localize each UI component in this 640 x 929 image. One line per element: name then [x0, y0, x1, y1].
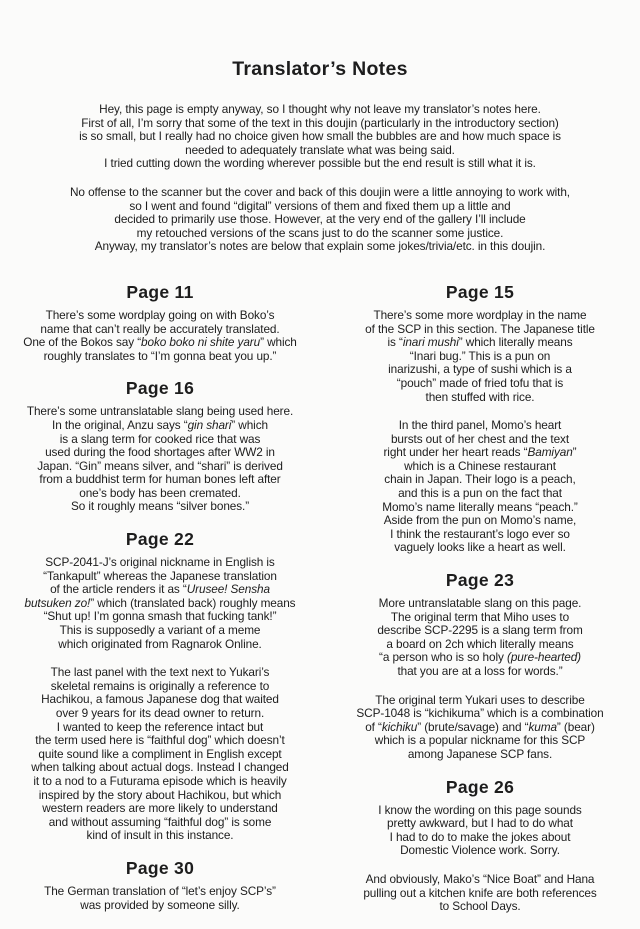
text-line: There’s some more wordplay in the name: [373, 307, 587, 322]
section-heading: Page 30: [125, 857, 195, 878]
text-line: Hey, this page is empty anyway, so I thought why not leave my translator’s notes here.: [99, 102, 541, 116]
section-paragraph: [0, 885, 320, 912]
text-line: butsuken zo!” which (translated back) roughly means: [24, 595, 296, 610]
text-line: inspired by the story about Hachikou, but which: [38, 787, 282, 802]
text-line: “Tankapult” whereas the Japanese translation: [43, 568, 277, 583]
text-line: I had to do to make the jokes about: [389, 829, 571, 844]
text-line: the term used here is “faithful dog” which doesn’t: [35, 733, 285, 748]
text-line: is “inari mushi” which literally means: [387, 335, 573, 350]
text-line: that you are at a loss for words.”: [397, 664, 563, 678]
section-page-15: [320, 282, 640, 555]
section-page-23: [320, 570, 640, 762]
text-line: which is a Chinese restaurant: [404, 458, 556, 473]
text-line: There’s some untranslatable slang being used here.: [26, 404, 294, 419]
section-heading: Page 11: [126, 281, 194, 302]
text-line: a board on 2ch which literally means: [386, 636, 574, 651]
text-line: chain in Japan. Their logo is a peach,: [384, 472, 576, 487]
text-line: I know the wording on this page sounds: [378, 802, 582, 817]
text-line: my retouched versions of the scans just to do the scanner some justice.: [136, 225, 504, 240]
text-line: No offense to the scanner but the cover and back of this doujin were a little annoying to work with,: [70, 184, 570, 199]
page-title: Translator’s Notes: [232, 58, 408, 80]
section-paragraph: [320, 694, 640, 762]
text-line: Aside from the pun on Momo’s name,: [383, 513, 577, 528]
text-line: First of all, I’m sorry that some of the text in this doujin (particularly in the introductory section): [81, 115, 559, 130]
text-line: Hachikou, a famous Japanese dog that waited: [41, 692, 279, 707]
text-line: I think the restaurant’s logo ever so: [390, 526, 570, 541]
text-line: So it roughly means “silver bones.”: [70, 499, 250, 514]
text-line: kind of insult in this instance.: [86, 828, 234, 843]
section-heading: Page 16: [125, 378, 195, 399]
text-line: over 9 years for its dead owner to return.: [55, 706, 265, 720]
text-line: among Japanese SCP fans.: [407, 746, 553, 761]
section-heading: Page 22: [125, 529, 195, 550]
section-page-11: [0, 282, 320, 363]
text-line: is so small, but I really had no choice given how small the bubbles are and how much space is: [79, 129, 561, 144]
section-heading: Page 15: [445, 281, 515, 302]
text-line: of the article renders it as “Urusee! Sensha: [50, 582, 270, 597]
text-line: roughly translates to “I’m gonna beat you up.”: [43, 348, 277, 363]
text-line: Momo’s name literally means “peach.”: [382, 499, 578, 514]
section-paragraph: [320, 309, 640, 404]
text-line: More untranslatable slang on this page.: [378, 596, 582, 611]
text-line: describe SCP-2295 is a slang term from: [377, 623, 583, 638]
text-line: which originated from Ragnarok Online.: [58, 636, 262, 651]
section-heading: Page 23: [445, 570, 515, 591]
section-paragraph: [320, 419, 640, 555]
text-line: “Shut up! I’m gonna smash that fucking tank!”: [43, 609, 277, 624]
text-line: was provided by someone silly.: [80, 897, 240, 912]
text-line: SCP-2041-J’s original nickname in English is: [45, 555, 275, 570]
text-line: pretty awkward, but I had to do what: [387, 816, 573, 831]
text-line: from a buddhist term for human bones left after: [39, 472, 281, 487]
intro-paragraph-1: [0, 103, 640, 171]
intro-paragraph-2: [0, 186, 640, 254]
text-line: I tried cutting down the wording wherever possible but the end result is still what it is.: [104, 156, 536, 171]
section-page-26: [320, 777, 640, 914]
text-line: to School Days.: [439, 899, 521, 914]
left-column: [0, 269, 320, 929]
text-line: This is supposedly a variant of a meme: [59, 623, 261, 638]
section-page-16: [0, 378, 320, 514]
text-line: And obviously, Mako’s “Nice Boat” and Hana: [365, 871, 595, 886]
text-line: One of the Bokos say “boko boko ni shite yaru” which: [23, 335, 297, 350]
section-heading: Page 26: [445, 776, 515, 797]
notes-columns: [0, 269, 640, 929]
text-line: “Inari bug.” This is a pun on: [409, 348, 551, 363]
text-line: “pouch” made of fried tofu that is: [396, 375, 564, 390]
text-line: and without assuming “faithful dog” is some: [48, 814, 272, 829]
text-line: needed to adequately translate what was being said.: [185, 142, 455, 157]
section-paragraph: [320, 804, 640, 858]
text-line: The last panel with the text next to Yukari’s: [50, 665, 270, 680]
section-paragraph: [320, 873, 640, 914]
text-line: of “kichiku” (brute/savage) and “kuma” (bear): [365, 719, 595, 734]
section-paragraph: [0, 556, 320, 651]
text-line: pulling out a kitchen knife are both references: [363, 885, 597, 900]
text-line: right under her heart reads “Bamiyan”: [383, 445, 577, 460]
text-line: so I went and found “digital” versions of them and fixed them up a little and: [129, 198, 511, 213]
text-line: one’s body has been cremated.: [79, 485, 241, 500]
text-line: vaguely looks like a heart as well.: [394, 540, 566, 555]
text-line: The original term that Miho uses to: [390, 609, 570, 624]
text-line: “a person who is so holy (pure-hearted): [378, 650, 581, 665]
text-line: SCP-1048 is “kichikuma” which is a combination: [356, 706, 604, 721]
section-paragraph: [0, 666, 320, 843]
text-line: which is a popular nickname for this SCP: [374, 733, 586, 748]
text-line: used during the food shortages after WW2 in: [45, 445, 275, 460]
section-paragraph: [0, 309, 320, 363]
text-line: and this is a pun on the fact that: [398, 486, 562, 501]
text-line: western readers are more likely to understand: [42, 801, 278, 816]
section-paragraph: [320, 597, 640, 679]
section-paragraph: [0, 405, 320, 514]
text-line: decided to primarily use those. However, at the very end of the gallery I’ll include: [114, 212, 526, 227]
text-line: of the SCP in this section. The Japanese title: [365, 321, 595, 336]
section-page-30: [0, 858, 320, 912]
text-line: There’s some wordplay going on with Boko’s: [45, 307, 275, 322]
text-line: I wanted to keep the reference intact but: [56, 719, 264, 734]
text-line: In the original, Anzu says “gin shari” which: [52, 417, 268, 432]
text-line: it to a nod to a Futurama episode which is heavily: [33, 773, 287, 788]
text-line: then stuffed with rice.: [425, 389, 535, 404]
text-line: Anyway, my translator’s notes are below that explain some jokes/trivia/etc. in this doujin.: [94, 239, 546, 254]
section-page-22: [0, 529, 320, 843]
right-column: [320, 269, 640, 929]
text-line: inarizushi, a type of sushi which is a: [388, 362, 572, 377]
text-line: when talking about actual dogs. Instead I changed: [31, 760, 289, 775]
text-line: Japan. “Gin” means silver, and “shari” is derived: [37, 458, 283, 473]
text-line: quite sound like a compliment in English except: [38, 746, 282, 761]
text-line: The original term Yukari uses to describe: [375, 692, 585, 707]
text-line: Domestic Violence work. Sorry.: [400, 843, 560, 858]
text-line: is a slang term for cooked rice that was: [59, 431, 261, 446]
text-line: In the third panel, Momo’s heart: [398, 418, 562, 433]
text-line: The German translation of “let’s enjoy SCP’s”: [44, 883, 276, 898]
text-line: bursts out of her chest and the text: [390, 431, 570, 446]
text-line: name that can’t really be accurately translated.: [40, 321, 280, 336]
text-line: skeletal remains is originally a reference to: [50, 678, 270, 693]
